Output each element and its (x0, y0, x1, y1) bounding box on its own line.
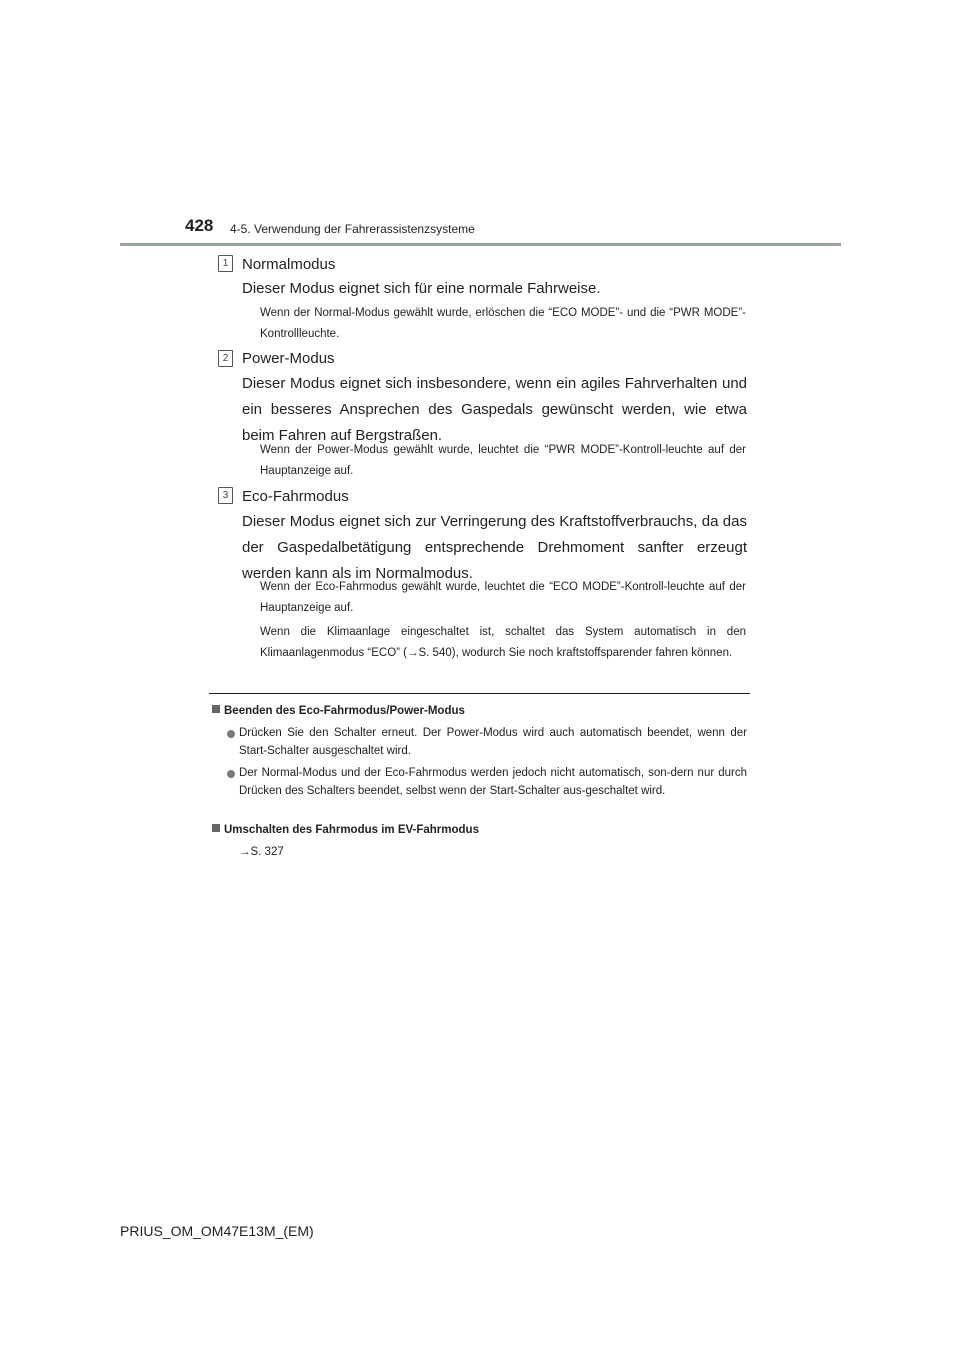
mode-2-number-badge: 2 (218, 350, 233, 367)
mode-3-note-2: Wenn die Klimaanlage eingeschaltet ist, schaltet das System automatisch in den Klimaanlagenmodus “ECO” (→S. 540), wodurch Sie noch kraftstoffsparender fahren können. (260, 626, 746, 659)
tip-2-reference[interactable]: →S. 327 (239, 846, 284, 858)
mode-3-number-badge: 3 (218, 487, 233, 504)
header-divider (120, 243, 841, 246)
tip-1-bullet-2: Der Normal-Modus und der Eco-Fahrmodus werden jedoch nicht automatisch, son-dern nur durch Drücken des Schalters beendet, selbst wenn der Start-Schalter aus-geschaltet wird. (239, 767, 747, 797)
section-title: 4-5. Verwendung der Fahrerassistenzsysteme (230, 222, 475, 236)
tips-divider (209, 693, 750, 694)
tip-2-heading-text: Umschalten des Fahrmodus im EV-Fahrmodus (224, 824, 479, 836)
dot-bullet-icon (227, 730, 235, 738)
mode-3-title: Eco-Fahrmodus (242, 488, 349, 505)
mode-1-title: Normalmodus (242, 256, 336, 273)
square-bullet-icon (212, 824, 220, 832)
mode-2-title: Power-Modus (242, 350, 335, 367)
dot-bullet-icon (227, 770, 235, 778)
mode-3-note-1: Wenn der Eco-Fahrmodus gewählt wurde, leuchtet die “ECO MODE”-Kontroll-leuchte auf der Hauptanzeige auf. (260, 581, 746, 614)
tip-1-bullet-1: Drücken Sie den Schalter erneut. Der Power-Modus wird auch automatisch beendet, wenn der Start-Schalter ausgeschaltet wird. (239, 727, 747, 757)
square-bullet-icon (212, 705, 220, 713)
tip-2-heading (212, 824, 479, 836)
mode-1-note: Wenn der Normal-Modus gewählt wurde, erlöschen die “ECO MODE”- und die “PWR MODE”-Kontrollleuchte. (260, 307, 746, 340)
mode-2-description: Dieser Modus eignet sich insbesondere, wenn ein agiles Fahrverhalten und ein besseres Ansprechen des Gaspedals gewünscht werden, wie etwa beim Fahren auf Bergstraßen. (242, 375, 747, 444)
page-number: 428 (185, 216, 214, 235)
tip-1-heading (212, 705, 465, 717)
mode-1-description: Dieser Modus eignet sich für eine normale Fahrweise. (242, 280, 601, 297)
mode-1-number-badge: 1 (218, 255, 233, 272)
mode-2-note: Wenn der Power-Modus gewählt wurde, leuchtet die “PWR MODE”-Kontroll-leuchte auf der Hauptanzeige auf. (260, 444, 746, 477)
mode-3-description: Dieser Modus eignet sich zur Verringerung des Kraftstoffverbrauchs, da das der Gaspedalbetätigung entsprechende Drehmoment sanfter erzeugt werden kann als im Normalmodus. (242, 513, 747, 582)
document-code: PRIUS_OM_OM47E13M_(EM) (120, 1223, 314, 1239)
tip-1-heading-text: Beenden des Eco-Fahrmodus/Power-Modus (224, 705, 465, 717)
